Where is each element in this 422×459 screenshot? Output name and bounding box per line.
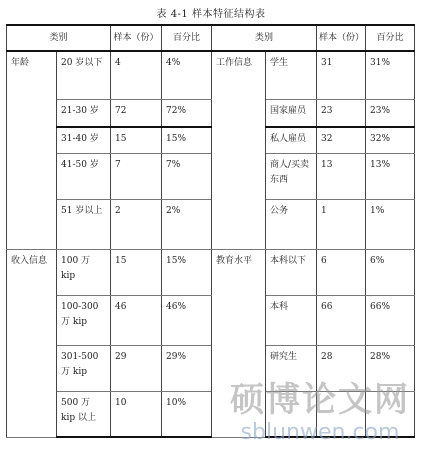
header-sample-left: 样本（份） <box>111 25 162 51</box>
item-cell: 100 万 kip <box>57 249 111 295</box>
sample-cell: 66 <box>317 295 366 345</box>
percent-cell: 46% <box>162 295 212 345</box>
sample-cell: 31 <box>317 51 366 99</box>
table-row <box>7 249 415 295</box>
item-cell: 301-500 万 kip <box>57 345 111 391</box>
table-row <box>7 345 415 391</box>
table-row <box>7 99 415 127</box>
percent-cell: 2% <box>162 199 212 249</box>
category-cell-education: 教育水平 <box>212 249 266 437</box>
header-percent-left: 百分比 <box>162 25 212 51</box>
item-cell: 私人雇员 <box>266 127 317 153</box>
item-cell: 本科 <box>266 295 317 345</box>
sample-cell: 23 <box>317 99 366 127</box>
watermark-title: 硕博论文网 <box>230 380 410 420</box>
header-category-left: 类别 <box>7 25 111 51</box>
item-cell <box>266 391 317 437</box>
table-row <box>7 51 415 99</box>
table-row <box>7 199 415 249</box>
sample-cell: 32 <box>317 127 366 153</box>
percent-cell: 15% <box>162 127 212 153</box>
percent-cell: 6% <box>366 249 415 295</box>
item-cell: 41-50 岁 <box>57 153 111 199</box>
item-cell: 31-40 岁 <box>57 127 111 153</box>
item-cell: 本科以下 <box>266 249 317 295</box>
percent-cell: 4% <box>162 51 212 99</box>
percent-cell: 15% <box>162 249 212 295</box>
sample-cell: 13 <box>317 153 366 199</box>
sample-cell: 1 <box>317 199 366 249</box>
table-row <box>7 295 415 345</box>
category-cell-income: 收入信息 <box>7 249 57 437</box>
item-cell: 100-300 万 kip <box>57 295 111 345</box>
percent-cell <box>366 391 415 437</box>
sample-cell <box>317 391 366 437</box>
percent-cell: 28% <box>366 345 415 391</box>
sample-cell: 29 <box>111 345 162 391</box>
table-caption: 表 4-1 样本特征结构表 <box>156 9 266 20</box>
item-cell: 公务 <box>266 199 317 249</box>
sample-cell: 72 <box>111 99 162 127</box>
sample-cell: 4 <box>111 51 162 99</box>
table-row <box>7 127 415 153</box>
item-cell: 500 万 kip 以上 <box>57 391 111 437</box>
sample-cell: 10 <box>111 391 162 437</box>
item-cell: 51 岁以上 <box>57 199 111 249</box>
item-cell: 商人/买卖东西 <box>266 153 317 199</box>
watermark-url: sblunwen.com <box>240 420 400 445</box>
table-row <box>7 391 415 437</box>
table-row <box>7 153 415 199</box>
percent-cell: 66% <box>366 295 415 345</box>
item-cell: 20 岁以下 <box>57 51 111 99</box>
percent-cell: 32% <box>366 127 415 153</box>
header-percent-right: 百分比 <box>366 25 415 51</box>
percent-cell: 23% <box>366 99 415 127</box>
percent-cell: 72% <box>162 99 212 127</box>
category-cell-work: 工作信息 <box>212 51 266 249</box>
percent-cell: 10% <box>162 391 212 437</box>
sample-characteristics-table <box>6 24 415 438</box>
header-row <box>7 25 415 51</box>
sample-cell: 6 <box>317 249 366 295</box>
sample-cell: 46 <box>111 295 162 345</box>
percent-cell: 1% <box>366 199 415 249</box>
item-cell: 学生 <box>266 51 317 99</box>
header-category-right: 类别 <box>212 25 317 51</box>
item-cell: 21-30 岁 <box>57 99 111 127</box>
percent-cell: 13% <box>366 153 415 199</box>
sample-cell: 7 <box>111 153 162 199</box>
sample-cell: 28 <box>317 345 366 391</box>
header-sample-right: 样本（份） <box>317 25 366 51</box>
percent-cell: 7% <box>162 153 212 199</box>
sample-cell: 15 <box>111 249 162 295</box>
category-cell-age: 年龄 <box>7 51 57 249</box>
percent-cell: 29% <box>162 345 212 391</box>
sample-cell: 2 <box>111 199 162 249</box>
percent-cell: 31% <box>366 51 415 99</box>
item-cell: 国家雇员 <box>266 99 317 127</box>
item-cell: 研究生 <box>266 345 317 391</box>
sample-cell: 15 <box>111 127 162 153</box>
